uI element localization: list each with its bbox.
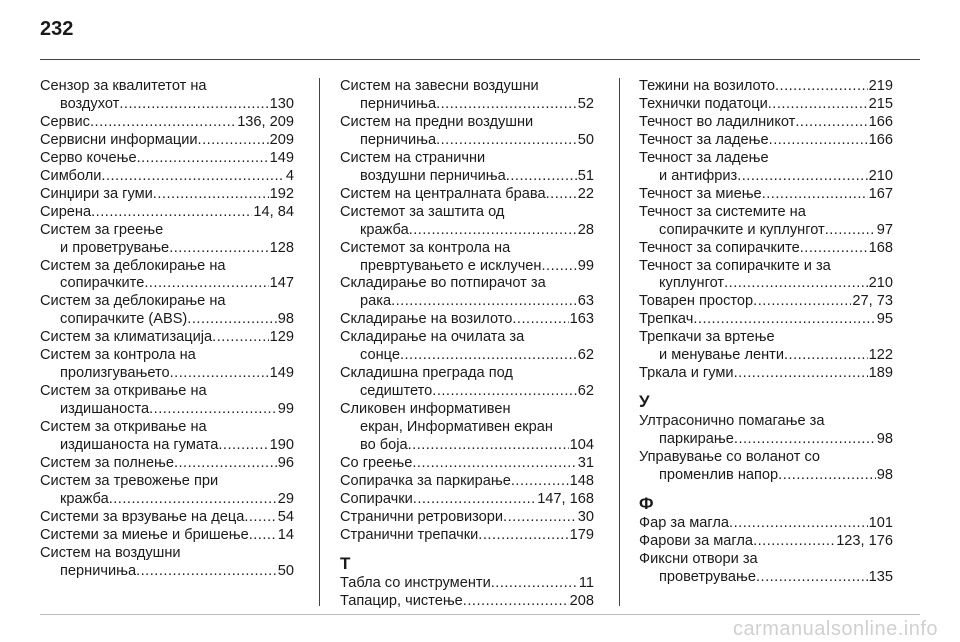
index-entry-text: Системот за заштита од — [340, 203, 505, 220]
index-entry — [40, 150, 294, 168]
dot-leader — [153, 186, 269, 204]
index-entry — [40, 509, 294, 527]
index-page-ref: 189 — [868, 365, 893, 382]
index-page-ref: 147, 168 — [537, 490, 594, 507]
dot-leader — [136, 563, 277, 581]
index-entry-text: Складирање на возилото — [340, 311, 513, 328]
dot-leader — [756, 569, 868, 587]
index-page-ref: 149 — [269, 149, 294, 166]
index-entry — [40, 204, 294, 222]
index-entry-text: Складишна преграда под — [340, 365, 513, 382]
dot-leader — [90, 114, 236, 132]
column-divider — [619, 78, 620, 606]
index-page-ref: 14, 84 — [253, 203, 294, 220]
index-page-ref: 50 — [277, 562, 294, 579]
index-entry-text: Систем на централната брава — [340, 185, 546, 202]
dot-leader — [800, 240, 868, 258]
dot-leader — [737, 168, 867, 186]
dot-leader — [463, 593, 569, 611]
index-entry-text: Управување со воланот со — [639, 449, 821, 466]
dot-leader — [249, 527, 277, 545]
index-entry-text: Системи за врзување на деца — [40, 508, 245, 525]
index-entry — [340, 509, 594, 527]
index-entry-text: седиштето — [360, 383, 433, 400]
index-entry-text: Странични трепачки — [340, 526, 479, 543]
index-page-ref: 4 — [285, 167, 294, 184]
dot-leader — [137, 150, 269, 168]
dot-leader — [101, 168, 284, 186]
index-page-ref: 96 — [277, 455, 294, 472]
dot-leader — [762, 186, 868, 204]
index-entry-text: перничиња — [60, 562, 137, 579]
index-entry-text: Со греење — [340, 455, 413, 472]
index-entry-text: Системот за контрола на — [340, 239, 511, 256]
index-entry-text: Систем на воздушни — [40, 544, 181, 561]
dot-leader — [724, 275, 868, 293]
index-entry — [340, 575, 594, 593]
index-page-ref: 52 — [577, 95, 594, 112]
index-entry-text: Складирање во потпирачот за — [340, 275, 546, 292]
index-entry — [639, 311, 893, 329]
index-entry — [340, 240, 594, 276]
index-entry-text: Систем за тревожење при — [40, 472, 219, 489]
dot-leader — [753, 533, 835, 551]
index-entry-text: кражба — [60, 490, 109, 507]
index-entry-text: Систем за климатизација — [40, 329, 213, 346]
index-entry-text: Систем за контрола на — [40, 347, 196, 364]
index-entry-text: Систем за откривање на — [40, 383, 207, 400]
index-entry — [40, 419, 294, 455]
index-entry — [340, 527, 594, 545]
index-entry-text: Фар за магла — [639, 515, 730, 532]
index-page-ref: 166 — [868, 131, 893, 148]
index-page-ref: 63 — [577, 293, 594, 310]
index-letter-heading: Ф — [639, 494, 654, 514]
watermark: carmanualsonline.info — [732, 618, 938, 640]
index-entry — [639, 204, 893, 240]
index-entry-text: сопирачките (ABS) — [60, 311, 188, 328]
index-entry — [40, 168, 294, 186]
index-entry-text: превртувањето е исклучен — [360, 257, 542, 274]
index-entry — [340, 491, 594, 509]
dot-leader — [769, 132, 868, 150]
index-page-ref: 166 — [868, 113, 893, 130]
index-entry-text: Тапацир, чистење — [340, 592, 463, 609]
page-number: 232 — [40, 18, 74, 40]
index-entry-text: перничиња — [360, 131, 437, 148]
index-page-ref: 98 — [876, 431, 893, 448]
dot-leader — [149, 401, 277, 419]
index-entry — [639, 96, 893, 114]
index-entry-text: Тркала и гуми — [639, 365, 734, 382]
index-page-ref: 168 — [868, 239, 893, 256]
dot-leader — [409, 222, 577, 240]
index-entry-text: Систем за греење — [40, 221, 164, 238]
dot-leader — [413, 491, 536, 509]
index-page-ref: 149 — [269, 365, 294, 382]
index-entry-text: Систем на завесни воздушни — [340, 78, 539, 94]
index-entry — [639, 114, 893, 132]
index-page-ref: 99 — [277, 401, 294, 418]
index-page-ref: 51 — [577, 167, 594, 184]
index-entry — [639, 240, 893, 258]
index-page-ref: 104 — [569, 437, 594, 454]
index-page-ref: 148 — [569, 472, 594, 489]
index-entry — [639, 186, 893, 204]
dot-leader — [795, 114, 867, 132]
dot-leader — [784, 347, 868, 365]
index-entry — [40, 347, 294, 383]
dot-leader — [778, 467, 876, 485]
index-page-ref: 219 — [868, 78, 893, 94]
index-column-1 — [40, 78, 294, 581]
index-entry-text: издишаноста — [60, 401, 150, 418]
index-entry-text: Течност за ладење — [639, 149, 769, 166]
index-letter-heading: У — [639, 392, 650, 412]
index-entry-text: Сопирачка за паркирање — [340, 472, 511, 489]
index-entry-text: Систем за деблокирање на — [40, 293, 226, 310]
index-entry-text: воздухот — [60, 95, 120, 112]
dot-leader — [412, 455, 576, 473]
index-entry-text: Течност за сопирачките и за — [639, 257, 831, 274]
dot-leader — [218, 437, 268, 455]
index-entry — [40, 329, 294, 347]
index-entry-text: променлив напор — [659, 467, 779, 484]
index-entry-text: Течност за системите на — [639, 203, 806, 220]
dot-leader — [119, 96, 268, 114]
index-page-ref: 136, 209 — [237, 113, 294, 130]
dot-leader — [169, 240, 268, 258]
index-entry-text: и антифриз — [659, 167, 738, 184]
index-entry-text: Течност за сопирачките — [639, 239, 800, 256]
index-entry — [40, 293, 294, 329]
dot-leader — [503, 509, 577, 527]
index-page-ref: 54 — [277, 508, 294, 525]
dot-leader — [212, 329, 269, 347]
dot-leader — [693, 311, 875, 329]
index-entry-text: Сервисни информации — [40, 131, 198, 148]
index-page-ref: 123, 176 — [836, 532, 893, 549]
dot-leader — [734, 431, 876, 449]
index-entry-text: сонце — [360, 347, 400, 364]
index-entry — [340, 473, 594, 491]
index-entry-text: Трепкач — [639, 311, 694, 328]
index-entry — [340, 593, 594, 611]
index-entry-text: Систем на предни воздушни — [340, 113, 534, 130]
index-page-ref: 122 — [868, 347, 893, 364]
index-page-ref: 215 — [868, 95, 893, 112]
index-page-ref: 129 — [269, 329, 294, 346]
dot-leader — [174, 455, 277, 473]
index-entry — [40, 455, 294, 473]
index-entry — [639, 150, 893, 186]
dot-leader — [775, 78, 868, 96]
dot-leader — [768, 96, 868, 114]
index-page-ref: 50 — [577, 131, 594, 148]
index-entry-text: Ултрасонично помагање за — [639, 413, 825, 430]
index-page-ref: 29 — [277, 490, 294, 507]
dot-leader — [144, 275, 268, 293]
index-entry — [639, 413, 893, 449]
index-entry-text: Систем за откривање на — [40, 419, 207, 436]
index-page-ref: 163 — [569, 311, 594, 328]
index-page-ref: 95 — [876, 311, 893, 328]
dot-leader — [478, 527, 568, 545]
dot-leader — [400, 347, 577, 365]
index-entry — [340, 186, 594, 204]
index-entry-text: Симболи — [40, 167, 102, 184]
index-page-ref: 98 — [277, 311, 294, 328]
index-entry — [639, 515, 893, 533]
index-entry-text: и проветрување — [60, 239, 170, 256]
index-entry-text: екран, Информативен екран — [360, 419, 553, 436]
index-entry-text: кражба — [360, 221, 409, 238]
index-page-ref: 97 — [876, 221, 893, 238]
index-page-ref: 99 — [577, 257, 594, 274]
index-entry-text: Течност во ладилникот — [639, 113, 796, 130]
index-letter-heading: Т — [340, 553, 351, 573]
dot-leader — [506, 168, 577, 186]
index-entry-text: Течност за ладење — [639, 131, 769, 148]
index-page-ref: 179 — [569, 526, 594, 543]
index-entry-text: Сирена — [40, 203, 92, 220]
dot-leader — [91, 204, 252, 222]
index-entry-text: Товарен простор — [639, 293, 754, 310]
index-entry — [40, 258, 294, 294]
index-entry-text: Синџири за гуми — [40, 185, 153, 202]
footer-rule — [40, 614, 920, 615]
index-page-ref: 210 — [868, 167, 893, 184]
index-entry — [40, 222, 294, 258]
index-column-3 — [639, 78, 893, 587]
index-entry-text: Сервис — [40, 113, 90, 130]
index-page-ref: 209 — [269, 131, 294, 148]
index-entry-text: перничиња — [360, 95, 437, 112]
index-entry-text: Технички податоци — [639, 95, 768, 112]
index-page-ref: 135 — [868, 568, 893, 585]
index-entry — [40, 114, 294, 132]
index-page-ref: 28 — [577, 221, 594, 238]
index-entry-text: и менување ленти — [659, 347, 784, 364]
index-entry-text: сопирачките и куплунгот — [659, 221, 825, 238]
index-page-ref: 31 — [577, 455, 594, 472]
index-entry — [340, 365, 594, 401]
index-entry — [639, 78, 893, 96]
dot-leader — [436, 132, 577, 150]
index-page-ref: 30 — [577, 508, 594, 525]
index-page-ref: 192 — [269, 185, 294, 202]
index-entry-text: Фиксни отвори за — [639, 550, 758, 567]
index-entry — [40, 527, 294, 545]
index-entry — [340, 401, 594, 455]
index-entry — [40, 545, 294, 581]
dot-leader — [408, 437, 569, 455]
index-entry — [340, 275, 594, 311]
dot-leader — [825, 222, 876, 240]
index-entry — [40, 383, 294, 419]
index-entry-text: Тежини на возилото — [639, 78, 775, 94]
dot-leader — [198, 132, 269, 150]
index-page-ref: 98 — [876, 467, 893, 484]
dot-leader — [432, 383, 577, 401]
index-entry-text: Фарови за магла — [639, 532, 754, 549]
dot-leader — [187, 311, 276, 329]
index-entry-text: Сликовен информативен — [340, 401, 511, 418]
index-page-ref: 167 — [868, 185, 893, 202]
index-page-ref: 208 — [569, 592, 594, 609]
dot-leader — [109, 491, 277, 509]
index-entry — [639, 258, 893, 294]
header-rule — [40, 59, 920, 60]
index-page-ref: 11 — [578, 574, 594, 591]
dot-leader — [170, 365, 269, 383]
index-entry — [639, 365, 893, 383]
index-entry-text: Табла со инструменти — [340, 574, 491, 591]
index-entry — [340, 204, 594, 240]
index-page-ref: 128 — [269, 239, 294, 256]
index-entry — [340, 311, 594, 329]
index-entry-text: Складирање на очилата за — [340, 329, 525, 346]
index-entry — [340, 150, 594, 186]
dot-leader — [391, 293, 577, 311]
index-column-2 — [340, 78, 594, 611]
index-page-ref: 62 — [577, 383, 594, 400]
index-entry — [639, 293, 893, 311]
index-page-ref: 14 — [277, 526, 294, 543]
index-page-ref: 147 — [269, 275, 294, 292]
index-page-ref: 210 — [868, 275, 893, 292]
dot-leader — [753, 293, 851, 311]
dot-leader — [541, 258, 576, 276]
index-entry-text: проветрување — [659, 568, 756, 585]
index-entry-text: воздушни перничиња — [360, 167, 506, 184]
index-entry-text: Сензор за квалитетот на — [40, 78, 207, 94]
index-page-ref: 62 — [577, 347, 594, 364]
index-entry-text: Трепкачи за вртење — [639, 329, 775, 346]
dot-leader — [491, 575, 578, 593]
index-entry-text: паркирање — [659, 431, 734, 448]
column-divider — [319, 78, 320, 606]
index-entry-text: Системи за миење и бришење — [40, 526, 249, 543]
index-entry-text: пролизгувањето — [60, 365, 170, 382]
dot-leader — [546, 186, 577, 204]
index-entry-text: издишаноста на гумата — [60, 437, 219, 454]
index-entry-text: сопирачките — [60, 275, 145, 292]
index-entry — [639, 132, 893, 150]
dot-leader — [244, 509, 276, 527]
index-entry — [340, 114, 594, 150]
index-entry-text: куплунгот — [659, 275, 725, 292]
index-entry — [340, 78, 594, 114]
dot-leader — [734, 365, 868, 383]
index-entry — [639, 551, 893, 587]
dot-leader — [436, 96, 577, 114]
index-page-ref: 27, 73 — [852, 293, 893, 310]
index-entry-text: во боја — [360, 437, 408, 454]
index-entry-text: Систем за полнење — [40, 455, 174, 472]
index-entry-text: Странични ретровизори — [340, 508, 504, 525]
index-entry-text: Сопирачки — [340, 490, 413, 507]
index-entry-text: Серво кочење — [40, 149, 137, 166]
index-entry — [639, 449, 893, 485]
index-entry — [40, 473, 294, 509]
index-entry — [40, 186, 294, 204]
index-entry-text: Течност за миење — [639, 185, 762, 202]
index-entry-text: Систем за деблокирање на — [40, 257, 226, 274]
index-entry-text: рака — [360, 293, 392, 310]
index-page-ref: 22 — [577, 185, 594, 202]
dot-leader — [512, 311, 568, 329]
dot-leader — [511, 473, 569, 491]
index-entry — [340, 455, 594, 473]
index-page-ref: 101 — [868, 515, 893, 532]
index-entry — [40, 132, 294, 150]
index-entry — [639, 533, 893, 551]
dot-leader — [729, 515, 868, 533]
index-page-ref: 190 — [269, 437, 294, 454]
index-entry — [639, 329, 893, 365]
index-entry-text: Систем на странични — [340, 149, 486, 166]
index-entry — [340, 329, 594, 365]
index-page-ref: 130 — [269, 95, 294, 112]
index-entry — [40, 78, 294, 114]
